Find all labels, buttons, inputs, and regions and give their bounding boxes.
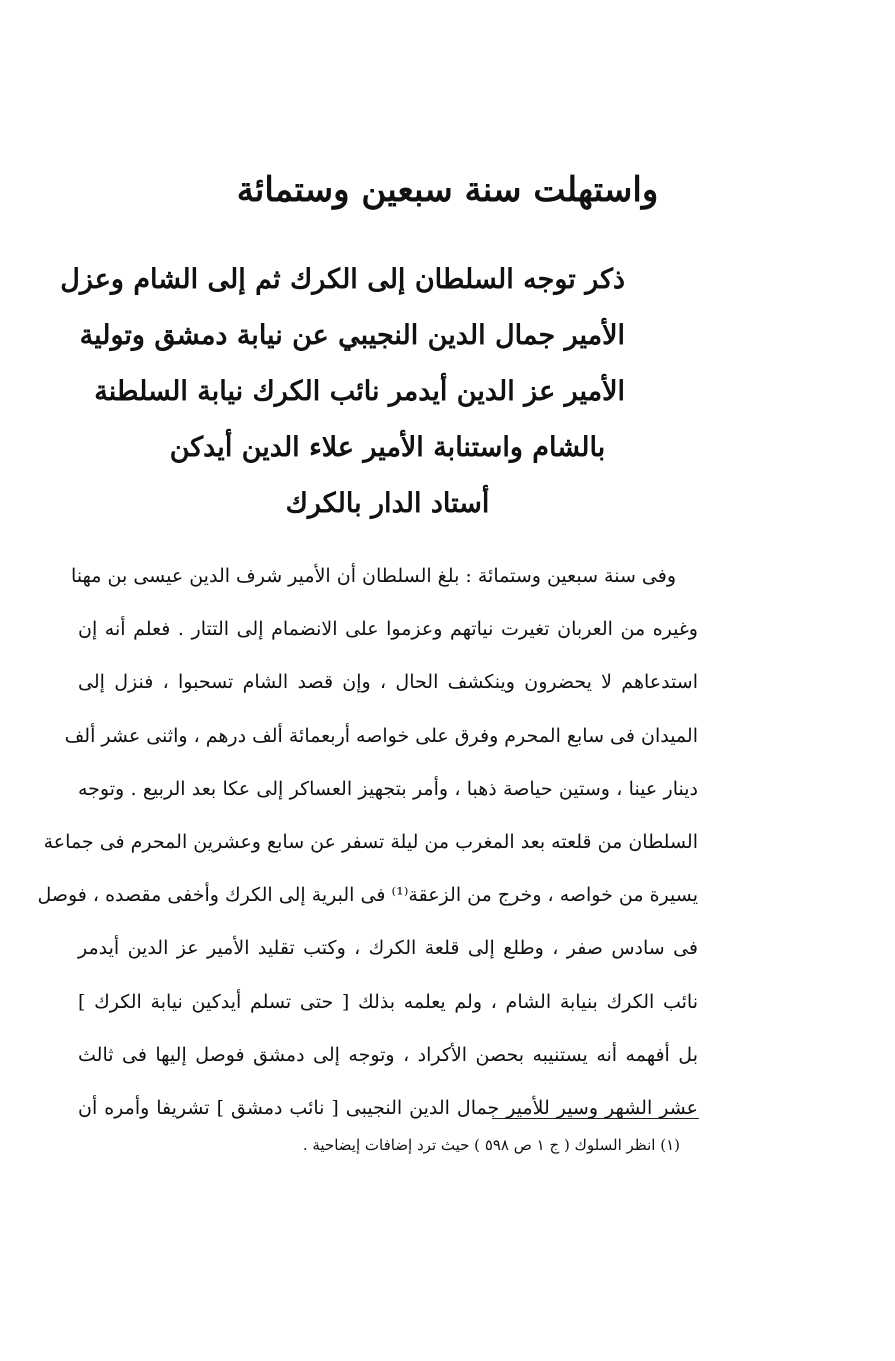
heading-line: الأمير عز الدين أيدمر نائب الكرك نيابة السلطنة — [94, 376, 625, 407]
body-line: وغيره من العربان تغيرت نياتهم وعزموا على الانضمام إلى التتار . فعلم أنه إن — [78, 618, 698, 641]
heading-line: بالشام واستنابة الأمير علاء الدين أيدكن — [169, 432, 606, 463]
heading-line: ذكر توجه السلطان إلى الكرك ثم إلى الشام وعزل — [60, 264, 625, 295]
body-line: يسيرة من خواصه ، وخرج من الزعقة⁽¹⁾ فى البرية إلى الكرك وأخفى مقصده ، فوصل — [37, 884, 698, 907]
body-line: عشر الشهر وسير للأمير جمال الدين النجيبى [ نائب دمشق ] تشريفا وأمره أن — [78, 1096, 698, 1119]
body-line: فى سادس صفر ، وطلع إلى قلعة الكرك ، وكتب تقليد الأمير عز الدين أيدمر — [78, 937, 698, 960]
year-title: واستهلت سنة سبعين وستمائة — [236, 170, 659, 210]
body-line: استدعاهم لا يحضرون وينكشف الحال ، وإن قصد الشام تسحبوا ، فنزل إلى — [78, 671, 698, 694]
body-line: نائب الكرك بنيابة الشام ، ولم يعلمه بذلك [ حتى تسلم أيدكين نيابة الكرك ] — [78, 990, 698, 1013]
heading-line: الأمير جمال الدين النجيبي عن نيابة دمشق وتولية — [79, 320, 625, 351]
body-line: الميدان فى سابع المحرم وفرق على خواصه أربعمائة ألف درهم ، واثنى عشر ألف — [64, 724, 698, 747]
body-line: بل أفهمه أنه يستنيبه بحصن الأكراد ، وتوجه إلى دمشق فوصل إليها فى ثالث — [78, 1043, 698, 1066]
footnote: (١) انظر السلوك ( ج ١ ص ٥٩٨ ) حيث ترد إضافات إيضاحية . — [302, 1136, 680, 1154]
footnote-divider — [492, 1118, 699, 1119]
heading-line: أستاد الدار بالكرك — [285, 488, 490, 519]
body-line: وفى سنة سبعين وستمائة : بلغ السلطان أن الأمير شرف الدين عيسى بن مهنا — [71, 565, 676, 587]
body-line: دينار عينا ، وستين حياصة ذهبا ، وأمر بتجهيز العساكر إلى عكا بعد الربيع . وتوجه — [78, 777, 698, 800]
body-paragraph — [37, 550, 698, 1135]
section-heading — [60, 252, 625, 532]
body-line: السلطان من قلعته بعد المغرب من ليلة تسفر عن سابع وعشرين المحرم فى جماعة — [43, 830, 698, 853]
